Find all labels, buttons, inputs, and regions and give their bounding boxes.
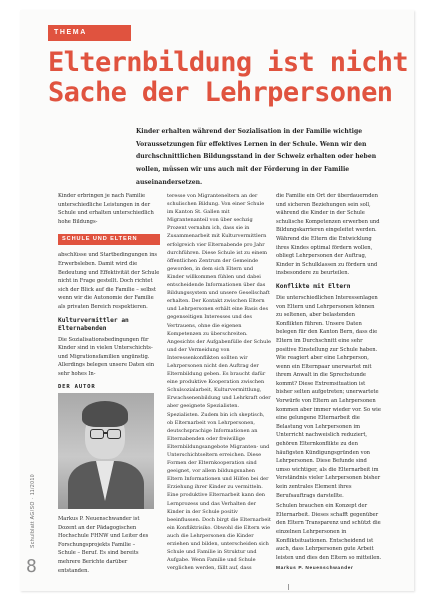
- page-number: 8: [26, 556, 37, 577]
- publication-info: Schulblatt AG/SO · 11/2010: [30, 473, 36, 548]
- subheading-kulturvermittler: Kulturvermittler an Elternabenden: [58, 316, 129, 332]
- column3-paragraph-1: die Familie ein Ort der überdauernden und sicheren Beziehungen sein soll, während die Kinder in der Schule schulische Kompetenzen erwerben und Bildungskarrieren eingeleitet werden. Während die Eltern die Entwicklung ihres Kindes optimal fördern wollen, obliegt Lehrpersonen der Auftrag, Kinder in Schulklassen zu fördern und insbesondere zu beurteilen.: [276, 193, 380, 277]
- intro-paragraph: Kinder erbringen je nach Familie unterschiedliche Leistungen in der Schule und erhalten unterschiedlich hohe Bildungs-: [58, 193, 154, 225]
- author-signature: Markus P. Neuenschwander: [276, 566, 354, 572]
- column1-paragraph-2: Die Sozialisationsbedingungen für Kinder sind in vielen Unterschichts- und Migrationsfamilien ungünstig. Allerdings belegen unsere Daten ein sehr hohes In-: [58, 336, 155, 377]
- column2-paragraph: teresse von Migranteneltern an der schulischen Bildung. Von einer Schule im Kanton St. Gallen mit Migrantenanteil von über sechzig Prozent vernahm ich, dass sie in Zusammenarbeit mit Kulturvermittlern erfolgreich vier Elternabende pro Jahr durchführen. Diese Schule ist zu einem öffentlichen Zentrum der Gemeinde geworden, in dem sich Eltern und Kinder willkommen fühlen und dabei entscheidende Informationen über das Bildungssystem und unsere Gesellschaft erhalten. Der Kontakt zwischen Eltern und Lehrpersonen erhält eine Basis des gegenseitigen Interesses und des Vertrauens, ohne die eigenen Kompetenzen zu überschreiten. Angesichts der Aufgabenfülle der Schule und der Vermeidung von Interessenkonflikten sollten wir Lehrpersonen nicht den Auftrag der Elternbildung geben. Es braucht dafür eine produktive Kooperation zwischen Schulsozialarbeit, Kulturvermittlung, Erwachsenenbildung und Lehrkraft oder aber geeignete Spezialisten. Spezialisten. Zudem bin ich skeptisch, ob Elternarbeit von Lehrpersonen, deutschsprachige Informationen an Elternabenden oder freiwillige Elternbildungsangebote Migranten- und Unterschichtseltern erreichen. Diese Formen der Elternkooperation sind geeignet, vor allem bildungsnahen Eltern Informationen und Hilfen bei der Erziehung ihrer Kinder zu vermitteln. Eine produktive Elternarbeit kann den Lernprozess und das Verhalten der Kinder in der Schule positiv beeinflussen. Doch birgt die Elternarbeit ein Konfliktrisiko. Obwohl die Eltern wie auch die Lehrpersonen die Kinder erziehen und bilden, unterscheiden sich Schule und Familie in Struktur und Aufgabe. Wenn Familie und Schule verglichen werden, fällt auf, dass: [167, 193, 271, 572]
- column-3: [276, 192, 382, 574]
- author-bio: Markus P. Neuenschwander ist Dozent an der Pädagogischen Hochschule FHNW und Leiter des Forschungsprojekts Familie – Schule – Beruf. Es sind bereits mehrere Berichte darüber entstanden.: [58, 516, 149, 574]
- crop-mark: [288, 584, 289, 590]
- column-2: [167, 192, 271, 572]
- author-label: DER AUTOR: [58, 384, 96, 390]
- author-photo: [58, 393, 154, 509]
- column-1: [58, 192, 160, 379]
- subheading-konflikte: Konflikte mit Eltern: [276, 282, 351, 290]
- column1-paragraph-1: abschlüsse und Startbedingungen ins Erwerbsleben. Damit wird die Bedeutung und Effektivität der Schule nicht in Frage gestellt. Doch richtet sich der Blick auf die Familie – selbst wenn wir die Autonomie der Familie als privaten Bereich respektieren.: [58, 252, 160, 310]
- section-heading-schule-und-eltern: SCHULE UND ELTERN: [58, 234, 160, 245]
- vertical-publication-line: [30, 430, 40, 548]
- column3-paragraph-3: Schulen brauchen ein Konzept der Elternarbeit. Dieses schafft gegenüber den Eltern Transparenz und schützt die einzelnen Lehrpersonen in Konfliktsituationen. Entscheidend ist auch, dass Lehrpersonen gute Arbeit leisten und dies den Eltern so mitteilen.: [276, 503, 382, 561]
- section-tag: THEMA: [48, 25, 131, 41]
- author-box: [58, 384, 160, 584]
- headline-line-2: Sache der Lehrpersonen: [48, 77, 393, 108]
- lead-paragraph: Kinder erhalten während der Sozialisation in der Familie wichtige Voraussetzungen für effektives Lernen in der Schule. Wenn wir den durchschnittlichen Bildungsstand in der Schweiz erhalten oder heben wollen, müssen wir uns auch mit der Förderung in der Familie auseinandersetzen.: [136, 128, 377, 186]
- headline-line-1: Elternbildung ist nicht: [48, 47, 409, 78]
- column3-paragraph-2: Die unterschiedlichen Interessenlagen von Eltern und Lehrpersonen können zu seltenen, aber belastenden Konflikten führen. Unsere Daten belegen für den Kanton Bern, dass die Eltern im Durchschnitt eine sehr positive Einstellung zur Schule haben. Wie reagiert aber eine Lehrperson, wenn ein Elternpaar unerwartet mit ihrem Anwalt in die Sprechstunde kommt? Diese Extremsituation ist bisher selten aufgetreten; unerwartete Vorwürfe von Eltern an Lehrpersonen kommen aber immer wieder vor. So wie eine gelungene Elternarbeit die Belastung von Lehrpersonen im Unterricht nachweislich reduziert, gehören Elternkonflikte zu den häufigsten Kündigungsgründen von Lehrpersonen. Diese Befunde sind umso wichtiger, als die Elternarbeit im Verständnis vieler Lehrpersonen bisher kein zentrales Element ihres Berufsauftrags darstellte.: [276, 294, 381, 499]
